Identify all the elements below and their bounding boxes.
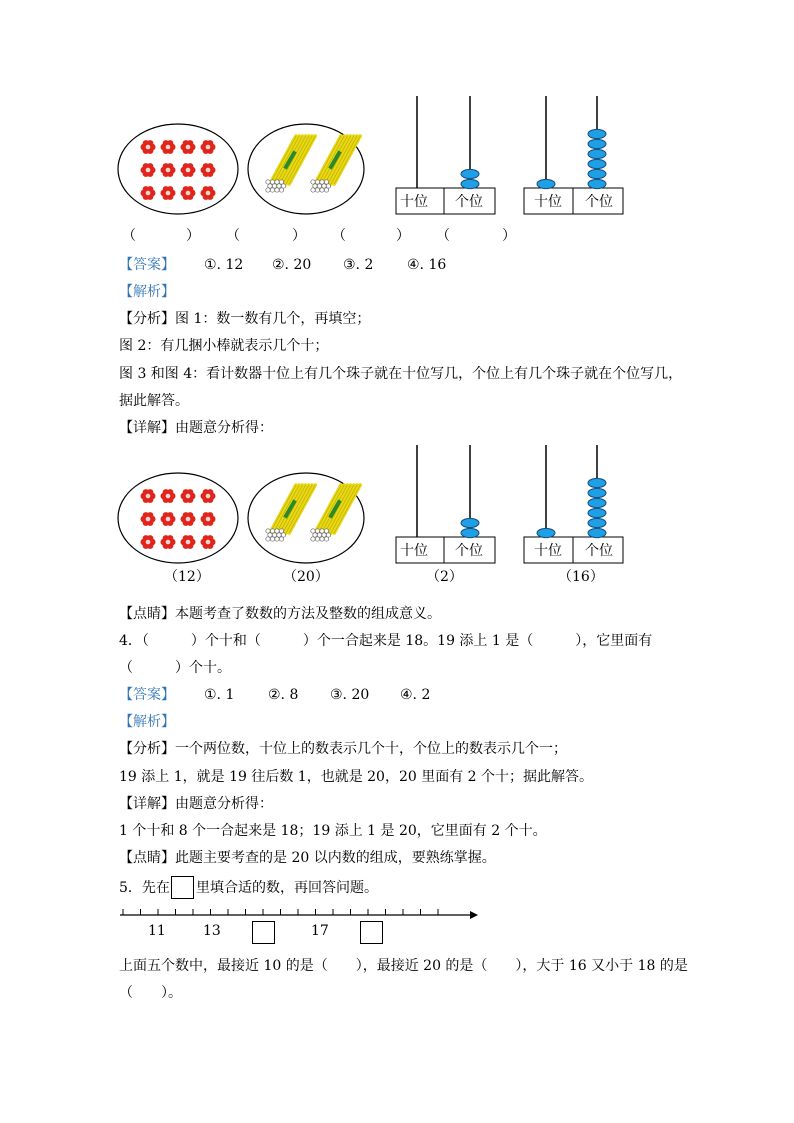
- abacus-tens-label: 十位: [400, 543, 428, 559]
- analysis-line: 图 3 和图 4：看计数器十位上有几个珠子就在十位写几，个位上有几个珠子就在个位写几，: [119, 366, 683, 382]
- answer-item: ③. 2: [343, 257, 374, 273]
- flower-icon: [141, 186, 156, 200]
- flower-icon: [201, 535, 216, 549]
- abacus-bead: [461, 169, 479, 178]
- stick-bundle-icon: [266, 485, 315, 541]
- flower-icon: [141, 163, 156, 177]
- stick-bundle-icon: [311, 485, 360, 541]
- blank-close-2: ）: [292, 228, 306, 244]
- answer-item: ②. 20: [272, 257, 312, 273]
- answer-item: ①. 1: [204, 687, 235, 703]
- abacus-bead: [588, 528, 606, 537]
- figure-caption: （20）: [283, 569, 329, 585]
- answer-item: ①. 12: [204, 257, 244, 273]
- flower-icon: [201, 163, 216, 177]
- blank-open-3: （: [332, 228, 346, 244]
- answer-item: ④. 16: [407, 257, 447, 273]
- flower-icon: [141, 489, 156, 503]
- blank-close-1: ）: [186, 228, 200, 244]
- question-5-line: 上面五个数中，最接近 10 的是（ ），最接近 20 的是（ ），大于 16 又小于 18 的是: [119, 958, 688, 974]
- abacus-ones-label: 个位: [455, 194, 483, 210]
- number-line-label: 17: [311, 923, 329, 939]
- flower-icon: [181, 186, 196, 200]
- answer-item: ③. 20: [330, 687, 370, 703]
- abacus-bead: [461, 518, 479, 527]
- flower-icon: [181, 140, 196, 154]
- abacus-bead: [588, 139, 606, 148]
- number-line-label: 13: [203, 923, 221, 939]
- comment-line: 【点睛】本题考查了数数的方法及整数的组成意义。: [119, 606, 441, 622]
- abacus-bead: [588, 488, 606, 497]
- analysis-line: 19 添上 1，就是 19 往后数 1，也就是 20，20 里面有 2 个十；据此解答。: [119, 769, 594, 785]
- analysis-heading: 【解析】: [119, 714, 175, 730]
- flower-icon: [201, 489, 216, 503]
- abacus-tens-label: 十位: [534, 543, 562, 559]
- abacus-tens-label: 十位: [400, 194, 428, 210]
- flower-icon: [181, 489, 196, 503]
- analysis-heading: 【解析】: [119, 284, 175, 300]
- flower-icon: [181, 535, 196, 549]
- analysis-line: 【点睛】此题主要考查的是 20 以内数的组成，要熟练掌握。: [119, 850, 496, 866]
- analysis-line: 据此解答。: [119, 393, 189, 409]
- answer-label: 【答案】: [119, 687, 175, 703]
- answer-item: ②. 8: [268, 687, 299, 703]
- question-5-line: （ ）。: [119, 985, 182, 1001]
- blank-close-3: ）: [396, 228, 410, 244]
- question-5-prefix: 5．先在: [119, 880, 170, 896]
- blank-open-1: （: [122, 228, 136, 244]
- flower-icon: [201, 140, 216, 154]
- abacus-bead: [588, 478, 606, 487]
- stick-bundle-icon: [311, 136, 360, 192]
- abacus-ones-label: 个位: [585, 194, 613, 210]
- question-4-line: 4．（ ）个十和（ ）个一合起来是 18。19 添上 1 是（ ），它里面有: [119, 633, 653, 649]
- flower-icon: [141, 535, 156, 549]
- abacus-bead: [588, 159, 606, 168]
- number-line-label: 11: [148, 923, 166, 939]
- flower-icon: [181, 512, 196, 526]
- blank-close-4: ）: [502, 228, 516, 244]
- abacus-bead: [588, 149, 606, 158]
- abacus-bead: [588, 169, 606, 178]
- figure-caption: （16）: [558, 569, 604, 585]
- stick-bundle-icon: [266, 136, 315, 192]
- flower-icon: [161, 535, 176, 549]
- figure-caption: （2）: [426, 569, 463, 585]
- analysis-line: 【详解】由题意分析得：: [119, 796, 273, 812]
- analysis-line: 1 个十和 8 个一合起来是 18；19 添上 1 是 20，它里面有 2 个十。: [119, 823, 547, 839]
- flower-icon: [141, 512, 156, 526]
- number-line: [115, 905, 485, 945]
- analysis-line: 图 2：有几捆小棒就表示几个十；: [119, 338, 329, 354]
- abacus-bead: [461, 528, 479, 537]
- blank-open-4: （: [436, 228, 450, 244]
- abacus-bead: [588, 518, 606, 527]
- abacus-ones-label: 个位: [455, 543, 483, 559]
- flower-icon: [161, 512, 176, 526]
- answer-item: ④. 2: [400, 687, 431, 703]
- analysis-line: 【详解】由题意分析得：: [119, 420, 273, 436]
- abacus-ones-label: 个位: [585, 543, 613, 559]
- abacus-bead: [588, 179, 606, 188]
- number-line-answer-box: [252, 921, 275, 944]
- flower-icon: [161, 163, 176, 177]
- number-line-answer-box: [360, 921, 383, 944]
- abacus-bead: [537, 179, 555, 188]
- abacus-bead: [537, 528, 555, 537]
- abacus-bead: [461, 179, 479, 188]
- figure-caption: （12）: [164, 569, 210, 585]
- abacus-bead: [588, 498, 606, 507]
- abacus-bead: [588, 129, 606, 138]
- flower-icon: [161, 186, 176, 200]
- flower-group-oval: [118, 473, 238, 563]
- answer-box-inline: [171, 876, 194, 899]
- flower-icon: [161, 140, 176, 154]
- flower-group-oval: [118, 124, 238, 214]
- flower-icon: [141, 140, 156, 154]
- analysis-line: 【分析】一个两位数，十位上的数表示几个十，个位上的数表示几个一；: [119, 741, 567, 757]
- question-5-suffix: 里填合适的数，再回答问题。: [196, 880, 378, 896]
- answer-label: 【答案】: [119, 257, 175, 273]
- analysis-line: 【分析】图 1：数一数有几个，再填空；: [119, 311, 371, 327]
- flower-icon: [181, 163, 196, 177]
- flower-icon: [161, 489, 176, 503]
- blank-open-2: （: [226, 228, 240, 244]
- flower-icon: [201, 186, 216, 200]
- question-4-line: （ ）个十。: [119, 660, 231, 676]
- abacus-bead: [588, 508, 606, 517]
- abacus-tens-label: 十位: [534, 194, 562, 210]
- flower-icon: [201, 512, 216, 526]
